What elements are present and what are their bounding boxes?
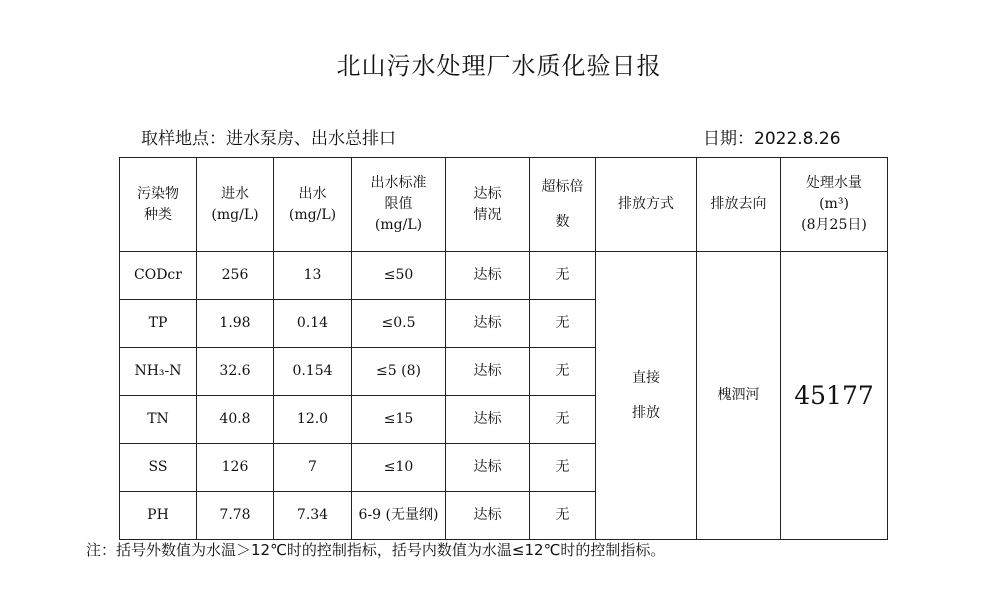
discharge-destination-cell: 槐泗河 bbox=[697, 252, 781, 540]
limit-cell: ≤50 bbox=[352, 252, 446, 300]
pollutant-cell: CODcr bbox=[120, 252, 197, 300]
exceed-cell: 无 bbox=[530, 396, 596, 444]
inflow-cell: 256 bbox=[197, 252, 274, 300]
pollutant-cell: SS bbox=[120, 444, 197, 492]
header-status: 达标 情况 bbox=[446, 158, 530, 252]
treated-volume-cell: 45177 bbox=[781, 252, 888, 540]
outflow-cell: 7.34 bbox=[274, 492, 352, 540]
inflow-cell: 1.98 bbox=[197, 300, 274, 348]
status-cell: 达标 bbox=[446, 348, 530, 396]
exceed-cell: 无 bbox=[530, 492, 596, 540]
status-cell: 达标 bbox=[446, 396, 530, 444]
header-outflow: 出水 (mg/L) bbox=[274, 158, 352, 252]
limit-cell: ≤5 (8) bbox=[352, 348, 446, 396]
header-discharge-destination: 排放去向 bbox=[697, 158, 781, 252]
outflow-cell: 0.14 bbox=[274, 300, 352, 348]
limit-cell: ≤15 bbox=[352, 396, 446, 444]
header-limit: 出水标准 限值 (mg/L) bbox=[352, 158, 446, 252]
table-header-row bbox=[120, 158, 888, 252]
discharge-method-cell: 直接 排放 bbox=[596, 252, 697, 540]
status-cell: 达标 bbox=[446, 252, 530, 300]
inflow-cell: 126 bbox=[197, 444, 274, 492]
header-inflow: 进水 (mg/L) bbox=[197, 158, 274, 252]
exceed-cell: 无 bbox=[530, 252, 596, 300]
exceed-cell: 无 bbox=[530, 300, 596, 348]
header-discharge-method: 排放方式 bbox=[596, 158, 697, 252]
status-cell: 达标 bbox=[446, 444, 530, 492]
exceed-cell: 无 bbox=[530, 444, 596, 492]
header-pollutant: 污染物 种类 bbox=[120, 158, 197, 252]
inflow-cell: 40.8 bbox=[197, 396, 274, 444]
outflow-cell: 13 bbox=[274, 252, 352, 300]
report-title: 北山污水处理厂水质化验日报 bbox=[336, 52, 662, 80]
header-volume: 处理水量 (m³) (8月25日) bbox=[781, 158, 888, 252]
header-exceed: 超标倍 数 bbox=[530, 158, 596, 252]
table-row bbox=[120, 252, 888, 300]
footnote: 注：括号外数值为水温＞12℃时的控制指标，括号内数值为水温≤12℃时的控制指标。 bbox=[86, 541, 666, 559]
status-cell: 达标 bbox=[446, 300, 530, 348]
water-quality-table bbox=[119, 157, 888, 540]
pollutant-cell: NH₃-N bbox=[120, 348, 197, 396]
exceed-cell: 无 bbox=[530, 348, 596, 396]
sampling-location: 取样地点：进水泵房、出水总排口 bbox=[141, 129, 396, 149]
outflow-cell: 12.0 bbox=[274, 396, 352, 444]
outflow-cell: 7 bbox=[274, 444, 352, 492]
limit-cell: 6-9 (无量纲) bbox=[352, 492, 446, 540]
status-cell: 达标 bbox=[446, 492, 530, 540]
report-date: 日期：2022.8.26 bbox=[703, 129, 841, 149]
inflow-cell: 32.6 bbox=[197, 348, 274, 396]
pollutant-cell: TN bbox=[120, 396, 197, 444]
pollutant-cell: TP bbox=[120, 300, 197, 348]
outflow-cell: 0.154 bbox=[274, 348, 352, 396]
inflow-cell: 7.78 bbox=[197, 492, 274, 540]
pollutant-cell: PH bbox=[120, 492, 197, 540]
limit-cell: ≤0.5 bbox=[352, 300, 446, 348]
limit-cell: ≤10 bbox=[352, 444, 446, 492]
